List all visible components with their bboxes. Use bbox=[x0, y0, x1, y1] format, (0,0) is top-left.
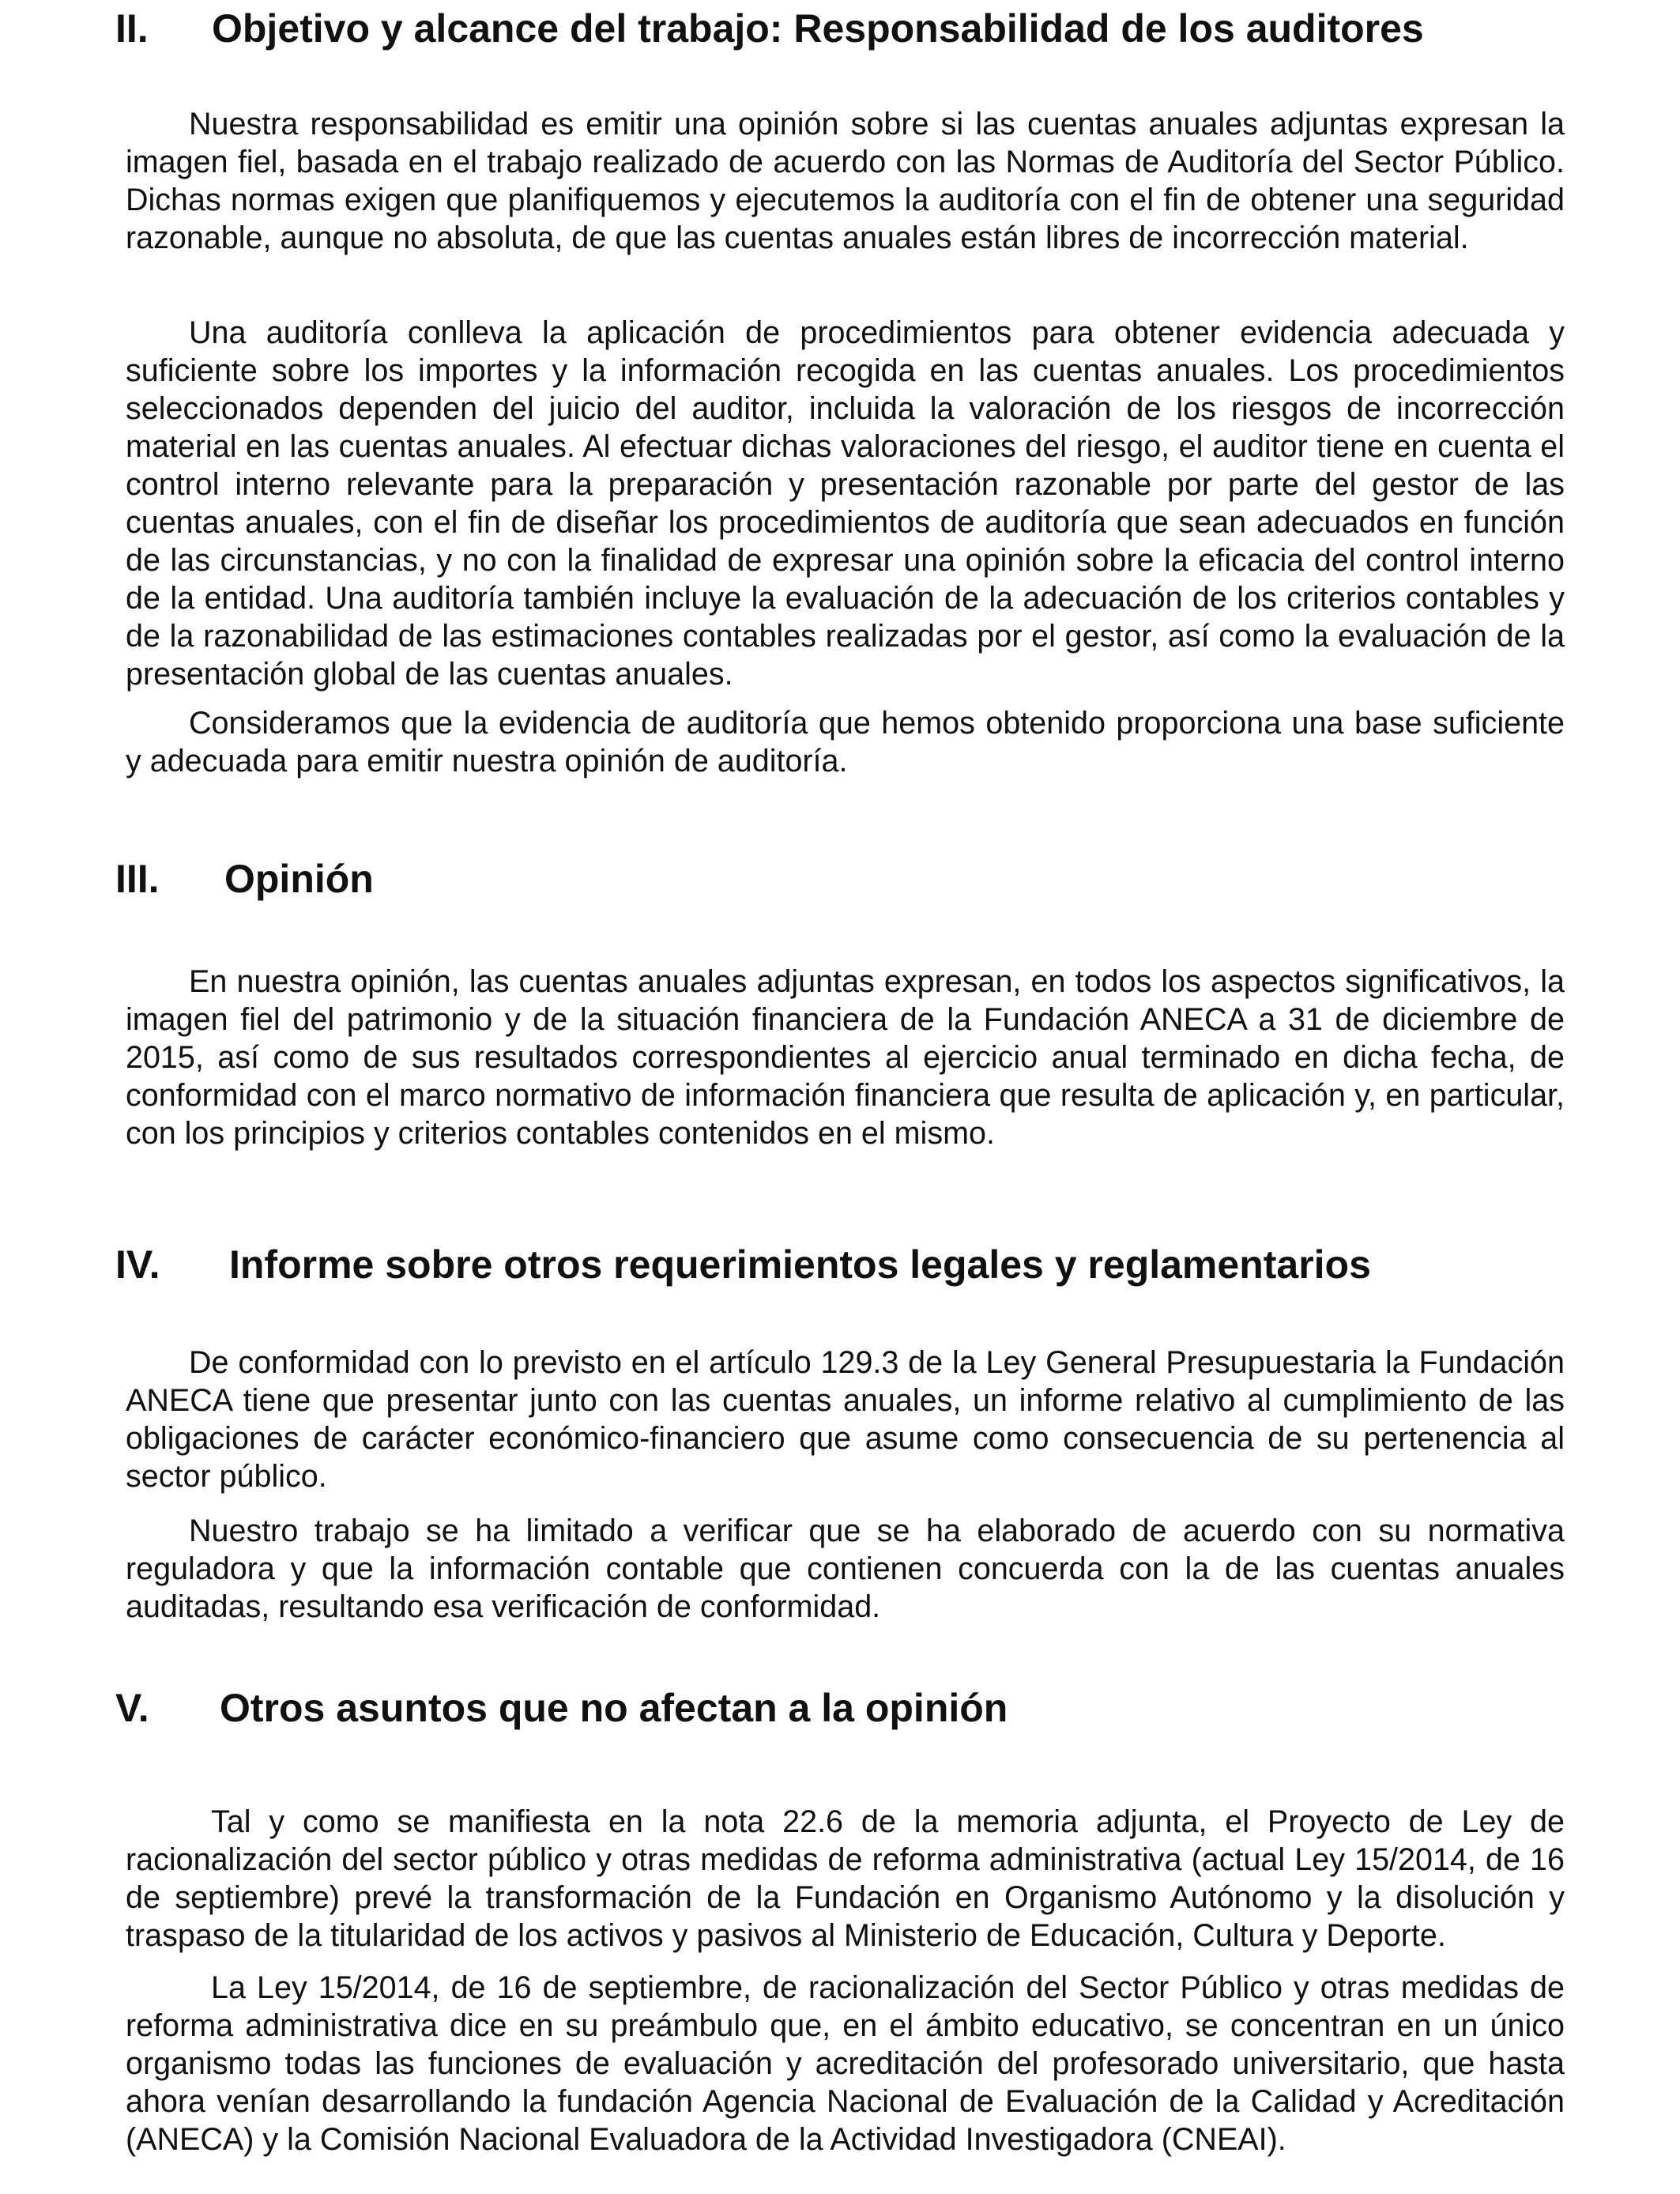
paragraph: En nuestra opinión, las cuentas anuales adjuntas expresan, en todos los aspectos significativos, la imagen fiel del patrimonio y de la situación financiera de la Fundación ANECA a 31 de diciembre de 2015, así como de sus resultados correspondientes al ejercicio anual terminado en dicha fecha, de conformidad con el marco normativo de información financiera que resulta de aplicación y, en particular, con los principios y criterios contables contenidos en el mismo. bbox=[126, 964, 1565, 1151]
paragraph: Una auditoría conlleva la aplicación de procedimientos para obtener evidencia adecuada y suficiente sobre los importes y la información recogida en las cuentas anuales. Los procedimientos seleccionados dependen del juicio del auditor, incluida la valoración de los riesgos de incorrección material en las cuentas anuales. Al efectuar dichas valoraciones del riesgo, el auditor tiene en cuenta el control interno relevante para la preparación y presentación razonable por parte del gestor de las cuentas anuales, con el fin de diseñar los procedimientos de auditoría que sean adecuados en función de las circunstancias, y no con la finalidad de expresar una opinión sobre la eficacia del control interno de la entidad. Una auditoría también incluye la evaluación de la adecuación de los criterios contables y de la razonabilidad de las estimaciones contables realizadas por el gestor, así como la evaluación de la presentación global de las cuentas anuales. bbox=[126, 315, 1565, 692]
section-title: Informe sobre otros requerimientos legales y reglamentarios bbox=[229, 1242, 1371, 1287]
section-number: IV. bbox=[115, 1242, 160, 1287]
section-heading-iii bbox=[115, 855, 374, 903]
section-number: V. bbox=[115, 1686, 149, 1730]
section-number: II. bbox=[115, 6, 149, 51]
section-heading-v bbox=[115, 1684, 1008, 1732]
paragraph: De conformidad con lo previsto en el artículo 129.3 de la Ley General Presupuestaria la Fundación ANECA tiene que presentar junto con las cuentas anuales, un informe relativo al cumplimiento de las obligaciones de carácter económico-financiero que asume como consecuencia de su pertenencia al sector público. bbox=[126, 1345, 1565, 1494]
paragraph: Tal y como se manifiesta en la nota 22.6 de la memoria adjunta, el Proyecto de Ley de racionalización del sector público y otras medidas de reforma administrativa (actual Ley 15/2014, de 16 de septiembre) prevé la transformación de la Fundación en Organismo Autónomo y la disolución y traspaso de la titularidad de los activos y pasivos al Ministerio de Educación, Cultura y Deporte. bbox=[126, 1804, 1565, 1953]
paragraph: Nuestra responsabilidad es emitir una opinión sobre si las cuentas anuales adjuntas expresan la imagen fiel, basada en el trabajo realizado de acuerdo con las Normas de Auditoría del Sector Público. Dichas normas exigen que planifiquemos y ejecutemos la auditoría con el fin de obtener una seguridad razonable, aunque no absoluta, de que las cuentas anuales están libres de incorrección material. bbox=[126, 107, 1565, 255]
section-title: Objetivo y alcance del trabajo: Responsabilidad de los auditores bbox=[212, 6, 1424, 51]
paragraph: La Ley 15/2014, de 16 de septiembre, de racionalización del Sector Público y otras medidas de reforma administrativa dice en su preámbulo que, en el ámbito educativo, se concentran en un único organismo todas las funciones de evaluación y acreditación del profesorado universitario, que hasta ahora venían desarrollando la fundación Agencia Nacional de Evaluación de la Calidad y Acreditación (ANECA) y la Comisión Nacional Evaluadora de la Actividad Investigadora (CNEAI). bbox=[126, 1970, 1565, 2157]
section-heading-ii bbox=[115, 5, 1424, 52]
section-title: Otros asuntos que no afectan a la opinión bbox=[220, 1686, 1008, 1730]
section-heading-iv bbox=[115, 1241, 1371, 1288]
section-title: Opinión bbox=[224, 857, 374, 901]
paragraph: Nuestro trabajo se ha limitado a verificar que se ha elaborado de acuerdo con su normativa reguladora y que la información contable que contienen concuerda con la de las cuentas anuales auditadas, resultando esa verificación de conformidad. bbox=[126, 1514, 1565, 1624]
section-number: III. bbox=[115, 857, 160, 901]
paragraph: Consideramos que la evidencia de auditoría que hemos obtenido proporciona una base suficiente y adecuada para emitir nuestra opinión de auditoría. bbox=[126, 706, 1565, 778]
